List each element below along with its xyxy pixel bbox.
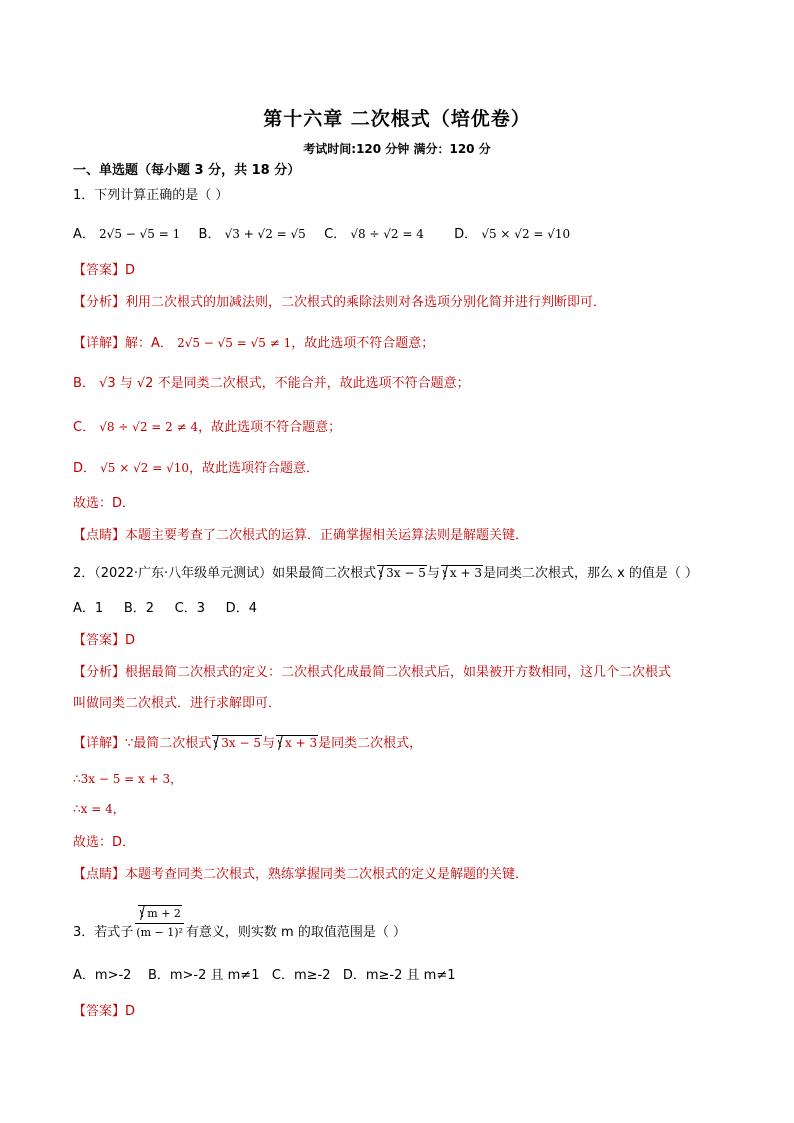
detail-suffix: ，故此选项不符合题意； <box>198 420 342 435</box>
q1-stem: 1．下列计算正确的是（ ） <box>73 188 229 203</box>
q2-choose: 故选：D． <box>73 835 136 850</box>
detail-radical-1: 3x − 5 <box>212 735 262 751</box>
detail-text: √3 与 √2 不是同类二次根式，不能合并，故此选项不符合题意； <box>99 376 470 391</box>
q2-radical-2: x + 3 <box>441 565 483 581</box>
q1-analysis <box>73 294 606 312</box>
answer-tag: 【答案】 <box>73 263 126 278</box>
q1-choose: 故选：D． <box>73 496 136 511</box>
q1-opt-c: √8 ÷ √2 = 4 <box>350 227 424 241</box>
q1-opt-d-label: D． <box>454 227 478 242</box>
q3-stem <box>73 905 406 942</box>
section-heading: 一、单选题（每小题 3 分，共 18 分） <box>73 163 301 178</box>
q3-stem-prefix: 3．若式子 <box>73 925 134 940</box>
q3-frac-numerator: m + 2 <box>138 905 182 921</box>
q1-opt-b: √3 + √2 = √5 <box>224 227 306 241</box>
q1-opt-c-label: C． <box>324 227 347 242</box>
q1-detail-d <box>73 459 319 478</box>
analysis-tag: 【分析】 <box>73 665 126 680</box>
q2-detail <box>73 735 422 753</box>
page-title: 第十六章 二次根式（培优卷） <box>263 108 531 130</box>
q3-options: A．m>-2 B．m>-2 且 m≠1 C．m≥-2 D．m≥-2 且 m≠1 <box>73 968 456 983</box>
comment-tag: 【点睛】 <box>73 867 126 882</box>
q2-step-2: ∴x = 4， <box>73 802 125 816</box>
analysis-tag: 【分析】 <box>73 295 126 310</box>
detail-prefix: B． <box>73 376 95 391</box>
answer-tag: 【答案】 <box>73 633 126 648</box>
q1-opt-a-label: A． <box>73 227 95 242</box>
q2-stem <box>73 565 698 583</box>
q2-analysis-2: 叫做同类二次根式．进行求解即可． <box>73 696 282 711</box>
detail-radical-2: x + 3 <box>276 735 318 751</box>
q1-comment <box>73 527 528 545</box>
q1-answer <box>73 262 135 280</box>
q1-opt-a: 2√5 − √5 = 1 <box>99 227 181 241</box>
detail-tag: 【详解】 <box>73 736 126 751</box>
q1-opt-b-label: B． <box>198 227 221 242</box>
q2-answer <box>73 632 135 650</box>
q1-detail-c <box>73 418 341 437</box>
q1-detail-a <box>73 334 434 353</box>
answer-value: D <box>125 263 136 278</box>
answer-tag: 【答案】 <box>73 1004 126 1019</box>
analysis-text: 根据最简二次根式的定义：二次根式化成最简二次根式后，如果被开方数相同，这几个二次根式 <box>125 665 672 680</box>
comment-text: 本题主要考查了二次根式的运算．正确掌握相关运算法则是解题关键． <box>125 528 529 543</box>
detail-prefix: D． <box>73 461 97 476</box>
q3-fraction <box>135 905 184 942</box>
detail-math: √5 × √2 = √10 <box>100 461 190 475</box>
detail-tag: 【详解】 <box>73 336 126 351</box>
q2-radical-1: 3x − 5 <box>377 565 427 581</box>
detail-prefix: C． <box>73 420 96 435</box>
detail-math: √8 ÷ √2 = 2 ≠ 4 <box>99 420 199 434</box>
q3-frac-denominator: (m − 1)² <box>136 926 183 939</box>
analysis-text: 利用二次根式的加减法则，二次根式的乘除法则对各选项分别化简并进行判断即可． <box>125 295 607 310</box>
q2-analysis-1 <box>73 664 671 682</box>
detail-math: 2√5 − √5 = √5 ≠ 1 <box>177 336 292 350</box>
detail-mid: 与 <box>262 736 276 751</box>
detail-suffix: ，故此选项符合题意． <box>189 461 320 476</box>
detail-prefix: 解：A． <box>125 336 173 351</box>
q2-options: A．1 B．2 C．3 D．4 <box>73 601 257 616</box>
detail-prefix: ∵最简二次根式 <box>125 736 212 751</box>
comment-tag: 【点睛】 <box>73 528 126 543</box>
q2-stem-suffix: 是同类二次根式，那么 x 的值是（ ） <box>482 566 699 581</box>
q1-opt-d: √5 × √2 = √10 <box>481 227 571 241</box>
detail-suffix: ，故此选项不符合题意； <box>291 336 435 351</box>
comment-text: 本题考查同类二次根式，熟练掌握同类二次根式的定义是解题的关键． <box>125 867 529 882</box>
answer-value: D <box>125 1004 136 1019</box>
q3-answer <box>73 1003 135 1021</box>
q2-comment <box>73 866 528 884</box>
q1-detail-b <box>73 375 470 393</box>
q2-step-1: ∴3x − 5 = x + 3， <box>73 772 183 786</box>
q2-stem-prefix: 2．（2022·广东·八年级单元测试）如果最简二次根式 <box>73 566 377 581</box>
q2-stem-mid: 与 <box>426 566 440 581</box>
exam-info: 考试时间:120 分钟 满分：120 分 <box>303 142 491 156</box>
q3-stem-suffix: 有意义，则实数 m 的取值范围是（ ） <box>185 925 406 940</box>
q1-options <box>73 225 570 244</box>
answer-value: D <box>125 633 136 648</box>
detail-suffix: 是同类二次根式， <box>318 736 423 751</box>
